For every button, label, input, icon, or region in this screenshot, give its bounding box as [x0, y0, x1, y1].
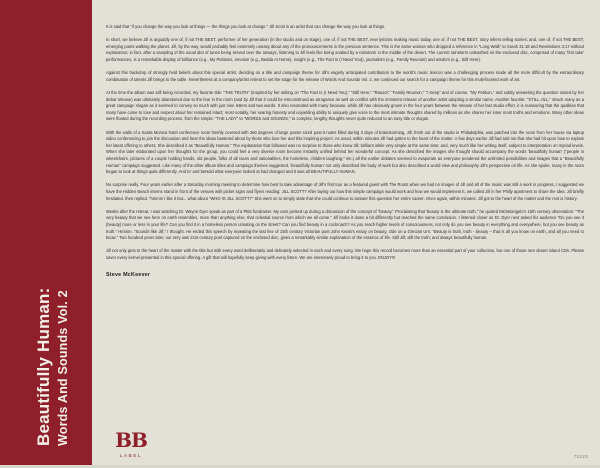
- liner-notes-body: [106, 24, 584, 262]
- album-title: Beautifully Human:: [34, 287, 53, 446]
- label-logo-word: LABEL: [119, 453, 143, 458]
- liner-paragraph: It is said that "if you change the way you look at things — the things you look at change." Jill Scott is an artist that can change the way you look at things.: [106, 24, 386, 29]
- liner-paragraph: In short, we believe Jill is arguably one of, if not THE BEST, performer of her generation (in the studio and on stage), one of, if not THE BEST, new lyricists making music today, one of, if not THE BEST, story tellers telling stories; and, one of, if not THE BEST, emerging poets walking the planet. Jill, by the way, would probably feel extremely uneasy about any of the pronouncements in the previous sentence. This is the same woman who dropped a reference in "Long Walk" to Surah 31:18 and Revelations 3:17 without explanation; in fact, after a sampling of the usual diet of tunes being served over the airways, listening to Jill feels like being soaked by a rainstorm in the middle of the desert. The current rainstorm unleashed on the enclosed disc, comprised of many 'first take' performances, is a remarkable display of brilliance (e.g., My Petitions, emotion (e.g., Bedda At Home), insight (e.g., The Fact Is (I Need You)), journalism (e.g., Family Reunion) and wisdom (e.g., Still Here).: [106, 37, 584, 62]
- album-subtitle: Words And Sounds Vol. 2: [56, 290, 70, 446]
- liner-paragraph: Jill not only gets to the heart of the matter with the title but with every word deliberately and delicately selected in each and every song. We hope this record becomes more than an essential part of your collection, but one of those rare desert island CDs. Please savor every kernel presented in this special offering. A gift that will hopefully keep giving with every listen. We are immensely proud to bring it to you. ENJOY!!!: [106, 248, 584, 260]
- liner-paragraph: At the time the album was still being recorded, my favorite title: "THE TRUTH" (inspired by her writing on "The Fact Is (I Need You)," "Still Here," "Rasool," "Family Reunion," "I Keep" and of course, "My Petition," and subtly answering the question raised by her debut release) was ultimately abandoned due to the fear in the room (and by Jill that it could be misconstrued as arrogance as well as conflict with the imminent release of another artist adopting a similar name. Another favorite: "STILL JILL," struck many as a great campaign slogan as it seemed to convey so much with just nine letters and two words. It also resonated with many because, while Jill has obviously grown in the four years between the release of her last studio effort, it is reassuring that the qualities that many have come to love and respect about her remained intact; most notably, her searing honesty and unyielding ability to uniquely give voice to the most intimate thoughts shared by millions as she shares her inner most truths and emotions. Many other ideas were floated during the recording process, from the simple: "THE LADY" to "WORDS and SOUNDS," to complex, lengthy thoughts never quite reduced to an easy title or slogan.: [106, 89, 584, 122]
- title-spine-panel: [0, 0, 92, 468]
- author-signature: Steve McKeever: [106, 271, 151, 278]
- label-logo-mark: BB: [115, 428, 147, 452]
- catalog-number: 70223: [573, 454, 588, 459]
- record-label-logo: [96, 430, 166, 458]
- liner-notes-panel: [92, 0, 600, 468]
- liner-paragraph: Weeks after the retreat, I was watching Dr. Wayne Dyer speak as part of a PBS fundraiser. My ears perked up during a discussion of the concept of "beauty." Proclaiming that 'beauty is the ultimate truth," he quoted Michelangelo's 15th century observation: "The very beauty that we see here on earth resembles, more than anything else, that celestial source from which we all come." Jill broke it down a bit differently but reached the same conclusion. I listened closer as Dr. Dyer next asked his audience "Do you see it (beauty) more or less in your life? Can you find it in a homeless person urinating on the street? Can you find beauty in a cockroach? As you reach higher levels of consciousness, not only do you see beauty in everything and everywhere, but you see beauty as truth." Hmmm. "Sounds like Jill," I thought. He ended this speech by repeating the last line of 15th century Victorian poet John Keats's essay on beauty, Ode on a Grecian Urn: "Beauty is truth, truth - beauty – that is all you know on earth, and all you need to know." Two hundred years later, our very own 21st century poet captured on the enclosed disc, gives a remarkably similar explanation of the essence of life. Still Jill; still the truth; and always beautifully human.: [106, 208, 584, 241]
- liner-paragraph: Against this backdrop of strongly held beliefs about this special artist, deciding on a title and campaign theme for Jill's eagerly anticipated contribution to the world's music lexicon was a challenging process made all the more difficult by the extraordinary combination of talents Jill brings to the table. Nevertheless at a company/artist retreat to set the stage for the release of Words And Sounds Vol. 2, we continued our search for a campaign theme for this multi-faceted work of art.: [106, 70, 584, 82]
- liner-paragraph: No surprise really. Four years earlier after a Saturday morning meeting to determine how best to take advantage of Jill's first tour as a featured guest with The Roots when we had no images of Jill and all of the music was still a work in progress, I suggested we have the Hidden Beach interns stand in front of the venues with picket signs and flyers reading: JILL SCOTT? After laying out how this simple campaign would work and how we would implement it, we called Jill in her Philly apartment to share the idea. Jill briefly hesitated, then replied, "hmmm I like it but... what about "WHO IS JILL SCOTT?" She went on to simply state that she could continue to answer this question her entire career. Once again, within minutes, Jill got to the heart of the matter and the rest is history.: [106, 182, 584, 201]
- liner-paragraph: With the walls of a Santa Monica hotel conference room freshly covered with 360 degrees of large poster sized post-it notes filled during 3 days of brainstorming, Jill, fresh out of the studio in Philadelphia, was patched into the room from her house via laptop video conferencing to join the discussion and hear the ideas bantered about by those who love her and this inspiring project. As usual, within minutes Jill had gotten to the heart of the matter. A few days earlier Jill had told me that she had hit upon how to explain her latest offering to others; She described it as "Beautifully Human." The explanation that followed was no surprise to those who know Jill; brilliant while very simple at the same time; and, very much like her writing itself, subject to interpretation on myriad levels. When she later elaborated upon her thoughts for the group, you could feel a very diverse room become instantly unified behind her wonderful concept. As she described the images she thought should accompany the words 'beautifully human' ("people in wheelchairs, pictures of a couple holding hands, old people, folks of all races and nationalities, the homeless, children laughing," etc.) all the earlier debates seemed to evaporate as everyone pondered the unlimited possibilities and images that a "Beautifully Human" campaign suggested. Like many of the other album titles and campaign themes suggested, 'beautifully human' not only described the body of work but also described a world view and philosophy Jill's perspective on life. As she spoke, many in the room began to look at things quite differently. And to' and beNold what everyone looked at had changed and it was all BEAUTIFULLY HUMAN.: [106, 129, 584, 175]
- spine-inner: [0, 0, 92, 468]
